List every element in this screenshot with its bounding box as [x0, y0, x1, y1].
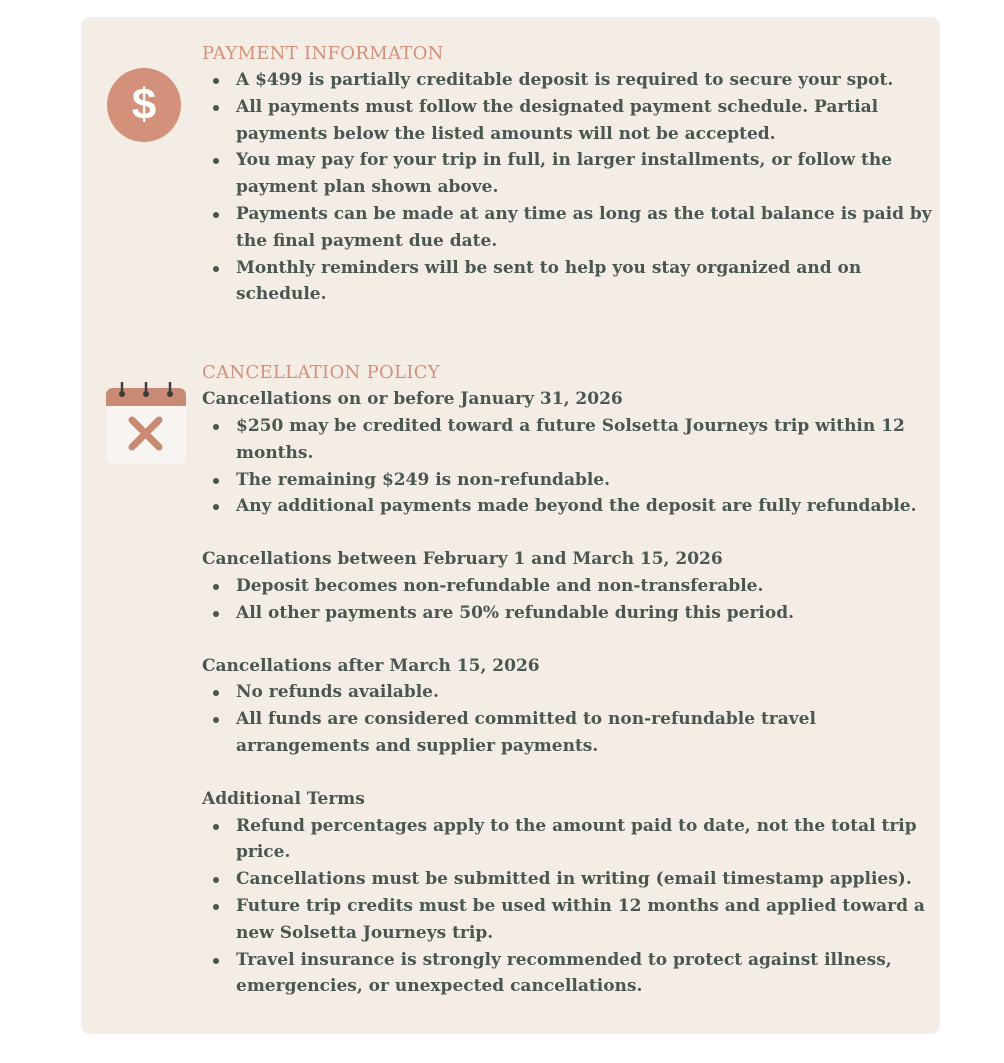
block-list-feb-mar — [202, 573, 932, 627]
dollar-glyph: $ — [131, 80, 157, 129]
list-item: All funds are considered committed to non-refundable travel arrangements and supplier payments. — [236, 706, 932, 760]
policy-content — [202, 41, 932, 1000]
block-list-after-mar — [202, 679, 932, 759]
list-item: All other payments are 50% refundable during this period. — [236, 600, 932, 627]
list-item: Payments can be made at any time as long as the total balance is paid by the final payment due date. — [236, 201, 932, 255]
list-item: A $499 is partially creditable deposit is required to secure your spot. — [236, 67, 932, 94]
block-list-additional-terms — [202, 813, 932, 1001]
list-item: Future trip credits must be used within 12 months and applied toward a new Solsetta Journeys trip. — [236, 893, 932, 947]
calendar-x-icon — [106, 380, 186, 464]
block-heading-after-mar: Cancellations after March 15, 2026 — [202, 655, 540, 676]
cancellation-title: CANCELLATION POLICY — [202, 362, 440, 384]
list-item: You may pay for your trip in full, in larger installments, or follow the payment plan shown above. — [236, 147, 932, 201]
list-item: $250 may be credited toward a future Solsetta Journeys trip within 12 months. — [236, 413, 932, 467]
list-item: Monthly reminders will be sent to help you stay organized and on schedule. — [236, 255, 932, 309]
list-item: The remaining $249 is non-refundable. — [236, 467, 932, 494]
block-heading-jan: Cancellations on or before January 31, 2026 — [202, 389, 623, 410]
block-list-jan — [202, 413, 932, 520]
list-item: No refunds available. — [236, 679, 932, 706]
payment-title: PAYMENT INFORMATON — [202, 43, 444, 64]
dollar-circle-icon — [106, 67, 182, 143]
list-item: Refund percentages apply to the amount paid to date, not the total trip price. — [236, 813, 932, 867]
list-item: Travel insurance is strongly recommended to protect against illness, emergencies, or unexpected cancellations. — [236, 947, 932, 1001]
block-heading-additional-terms: Additional Terms — [202, 788, 365, 809]
payment-list — [202, 67, 932, 308]
block-heading-feb-mar: Cancellations between February 1 and March 15, 2026 — [202, 549, 723, 570]
list-item: Any additional payments made beyond the deposit are fully refundable. — [236, 493, 932, 520]
list-item: All payments must follow the designated payment schedule. Partial payments below the listed amounts will not be accepted. — [236, 94, 932, 148]
list-item: Deposit becomes non-refundable and non-transferable. — [236, 573, 932, 600]
list-item: Cancellations must be submitted in writing (email timestamp applies). — [236, 866, 932, 893]
